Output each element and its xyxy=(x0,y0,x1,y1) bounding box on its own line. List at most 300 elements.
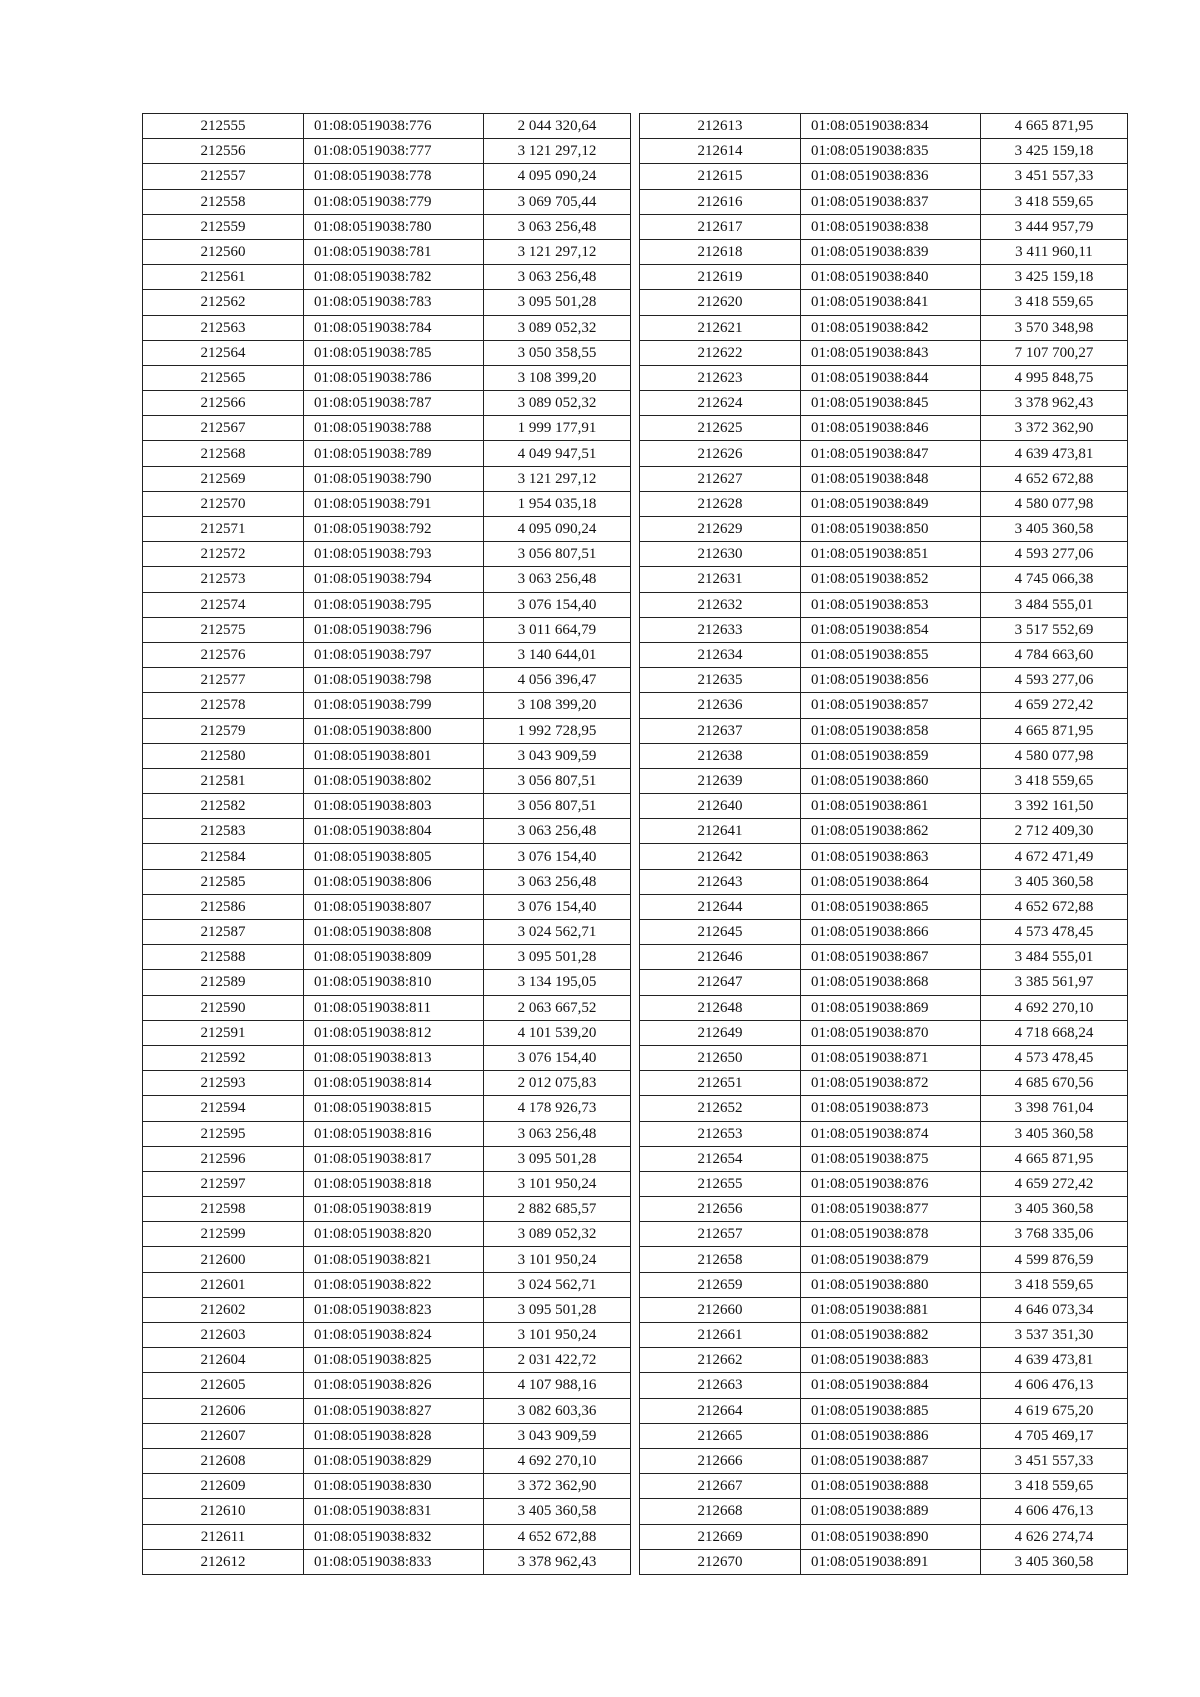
record-id-cell: 212645 xyxy=(640,920,801,945)
record-id-cell: 212620 xyxy=(640,290,801,315)
cadastral-value-cell: 3 418 559,65 xyxy=(981,189,1128,214)
record-id-cell: 212658 xyxy=(640,1247,801,1272)
table-row xyxy=(640,1348,1128,1373)
cadastral-value-cell: 4 652 672,88 xyxy=(484,1524,631,1549)
cadastral-number-cell: 01:08:0519038:796 xyxy=(304,617,484,642)
cadastral-number-cell: 01:08:0519038:795 xyxy=(304,592,484,617)
cadastral-value-cell: 3 405 360,58 xyxy=(981,1549,1128,1574)
cadastral-number-cell: 01:08:0519038:781 xyxy=(304,239,484,264)
cadastral-number-cell: 01:08:0519038:798 xyxy=(304,668,484,693)
cadastral-number-cell: 01:08:0519038:844 xyxy=(801,365,981,390)
cadastral-number-cell: 01:08:0519038:827 xyxy=(304,1398,484,1423)
table-row xyxy=(143,1499,631,1524)
cadastral-number-cell: 01:08:0519038:842 xyxy=(801,315,981,340)
cadastral-number-cell: 01:08:0519038:786 xyxy=(304,365,484,390)
cadastral-value-cell: 3 405 360,58 xyxy=(981,1197,1128,1222)
table-row xyxy=(640,668,1128,693)
record-id-cell: 212633 xyxy=(640,617,801,642)
cadastral-number-cell: 01:08:0519038:778 xyxy=(304,164,484,189)
cadastral-number-cell: 01:08:0519038:829 xyxy=(304,1448,484,1473)
table-row xyxy=(640,189,1128,214)
cadastral-value-cell: 3 108 399,20 xyxy=(484,365,631,390)
cadastral-number-cell: 01:08:0519038:878 xyxy=(801,1222,981,1247)
record-id-cell: 212612 xyxy=(143,1549,304,1574)
cadastral-number-cell: 01:08:0519038:849 xyxy=(801,491,981,516)
cadastral-number-cell: 01:08:0519038:812 xyxy=(304,1020,484,1045)
cadastral-number-cell: 01:08:0519038:843 xyxy=(801,340,981,365)
cadastral-number-cell: 01:08:0519038:800 xyxy=(304,718,484,743)
cadastral-number-cell: 01:08:0519038:861 xyxy=(801,794,981,819)
record-id-cell: 212579 xyxy=(143,718,304,743)
cadastral-value-cell: 4 056 396,47 xyxy=(484,668,631,693)
record-id-cell: 212662 xyxy=(640,1348,801,1373)
cadastral-value-cell: 3 095 501,28 xyxy=(484,290,631,315)
table-row xyxy=(143,340,631,365)
cadastral-number-cell: 01:08:0519038:871 xyxy=(801,1045,981,1070)
record-id-cell: 212657 xyxy=(640,1222,801,1247)
table-row xyxy=(143,718,631,743)
record-id-cell: 212650 xyxy=(640,1045,801,1070)
record-id-cell: 212597 xyxy=(143,1171,304,1196)
record-id-cell: 212618 xyxy=(640,239,801,264)
table-row xyxy=(640,265,1128,290)
table-row xyxy=(640,970,1128,995)
record-id-cell: 212647 xyxy=(640,970,801,995)
cadastral-number-cell: 01:08:0519038:854 xyxy=(801,617,981,642)
table-row xyxy=(640,894,1128,919)
cadastral-number-cell: 01:08:0519038:885 xyxy=(801,1398,981,1423)
cadastral-value-cell: 3 076 154,40 xyxy=(484,894,631,919)
table-row xyxy=(143,214,631,239)
cadastral-value-cell: 4 573 478,45 xyxy=(981,1045,1128,1070)
cadastral-number-cell: 01:08:0519038:855 xyxy=(801,642,981,667)
cadastral-number-cell: 01:08:0519038:792 xyxy=(304,517,484,542)
table-row xyxy=(143,1448,631,1473)
cadastral-number-cell: 01:08:0519038:779 xyxy=(304,189,484,214)
cadastral-value-cell: 3 411 960,11 xyxy=(981,239,1128,264)
cadastral-number-cell: 01:08:0519038:865 xyxy=(801,894,981,919)
cadastral-number-cell: 01:08:0519038:784 xyxy=(304,315,484,340)
cadastral-number-cell: 01:08:0519038:788 xyxy=(304,416,484,441)
cadastral-value-cell: 3 385 561,97 xyxy=(981,970,1128,995)
cadastral-value-cell: 3 076 154,40 xyxy=(484,1045,631,1070)
cadastral-number-cell: 01:08:0519038:821 xyxy=(304,1247,484,1272)
cadastral-number-cell: 01:08:0519038:867 xyxy=(801,945,981,970)
table-row xyxy=(143,1096,631,1121)
table-row xyxy=(640,567,1128,592)
cadastral-number-cell: 01:08:0519038:848 xyxy=(801,466,981,491)
cadastral-value-cell: 4 593 277,06 xyxy=(981,542,1128,567)
cadastral-number-cell: 01:08:0519038:780 xyxy=(304,214,484,239)
cadastral-value-cell: 4 659 272,42 xyxy=(981,693,1128,718)
table-row xyxy=(640,1045,1128,1070)
table-row xyxy=(640,995,1128,1020)
record-id-cell: 212598 xyxy=(143,1197,304,1222)
cadastral-value-cell: 4 659 272,42 xyxy=(981,1171,1128,1196)
table-row xyxy=(640,466,1128,491)
cadastral-value-cell: 3 484 555,01 xyxy=(981,945,1128,970)
right-table-body xyxy=(640,114,1128,1575)
table-row xyxy=(640,214,1128,239)
record-id-cell: 212605 xyxy=(143,1373,304,1398)
table-row xyxy=(143,164,631,189)
cadastral-value-cell: 3 378 962,43 xyxy=(981,391,1128,416)
record-id-cell: 212624 xyxy=(640,391,801,416)
record-id-cell: 212621 xyxy=(640,315,801,340)
cadastral-value-cell: 3 089 052,32 xyxy=(484,315,631,340)
table-row xyxy=(143,1146,631,1171)
cadastral-value-cell: 2 012 075,83 xyxy=(484,1071,631,1096)
cadastral-number-cell: 01:08:0519038:804 xyxy=(304,819,484,844)
cadastral-number-cell: 01:08:0519038:817 xyxy=(304,1146,484,1171)
table-row xyxy=(640,592,1128,617)
right-data-table xyxy=(639,113,1128,1575)
record-id-cell: 212638 xyxy=(640,743,801,768)
table-row xyxy=(640,693,1128,718)
record-id-cell: 212653 xyxy=(640,1121,801,1146)
record-id-cell: 212565 xyxy=(143,365,304,390)
record-id-cell: 212640 xyxy=(640,794,801,819)
record-id-cell: 212590 xyxy=(143,995,304,1020)
cadastral-value-cell: 4 573 478,45 xyxy=(981,920,1128,945)
record-id-cell: 212641 xyxy=(640,819,801,844)
record-id-cell: 212670 xyxy=(640,1549,801,1574)
record-id-cell: 212628 xyxy=(640,491,801,516)
cadastral-value-cell: 3 024 562,71 xyxy=(484,920,631,945)
record-id-cell: 212587 xyxy=(143,920,304,945)
cadastral-value-cell: 4 178 926,73 xyxy=(484,1096,631,1121)
table-row xyxy=(143,1071,631,1096)
cadastral-value-cell: 1 954 035,18 xyxy=(484,491,631,516)
cadastral-number-cell: 01:08:0519038:789 xyxy=(304,441,484,466)
cadastral-number-cell: 01:08:0519038:887 xyxy=(801,1448,981,1473)
table-row xyxy=(640,642,1128,667)
cadastral-value-cell: 4 665 871,95 xyxy=(981,114,1128,139)
cadastral-value-cell: 4 672 471,49 xyxy=(981,844,1128,869)
table-row xyxy=(143,920,631,945)
table-row xyxy=(143,1171,631,1196)
cadastral-value-cell: 3 444 957,79 xyxy=(981,214,1128,239)
cadastral-value-cell: 4 606 476,13 xyxy=(981,1499,1128,1524)
cadastral-number-cell: 01:08:0519038:832 xyxy=(304,1524,484,1549)
cadastral-value-cell: 3 425 159,18 xyxy=(981,265,1128,290)
cadastral-value-cell: 3 378 962,43 xyxy=(484,1549,631,1574)
cadastral-number-cell: 01:08:0519038:791 xyxy=(304,491,484,516)
table-row xyxy=(143,819,631,844)
table-row xyxy=(143,1423,631,1448)
record-id-cell: 212586 xyxy=(143,894,304,919)
cadastral-value-cell: 3 140 644,01 xyxy=(484,642,631,667)
record-id-cell: 212589 xyxy=(143,970,304,995)
cadastral-value-cell: 3 121 297,12 xyxy=(484,466,631,491)
table-row xyxy=(640,1222,1128,1247)
cadastral-value-cell: 4 049 947,51 xyxy=(484,441,631,466)
cadastral-number-cell: 01:08:0519038:864 xyxy=(801,869,981,894)
record-id-cell: 212582 xyxy=(143,794,304,819)
record-id-cell: 212656 xyxy=(640,1197,801,1222)
cadastral-number-cell: 01:08:0519038:881 xyxy=(801,1297,981,1322)
cadastral-number-cell: 01:08:0519038:835 xyxy=(801,139,981,164)
table-row xyxy=(640,819,1128,844)
cadastral-number-cell: 01:08:0519038:824 xyxy=(304,1323,484,1348)
cadastral-value-cell: 3 069 705,44 xyxy=(484,189,631,214)
table-row xyxy=(640,542,1128,567)
record-id-cell: 212562 xyxy=(143,290,304,315)
table-row xyxy=(143,894,631,919)
cadastral-number-cell: 01:08:0519038:805 xyxy=(304,844,484,869)
table-row xyxy=(143,1549,631,1574)
cadastral-number-cell: 01:08:0519038:790 xyxy=(304,466,484,491)
record-id-cell: 212661 xyxy=(640,1323,801,1348)
cadastral-number-cell: 01:08:0519038:850 xyxy=(801,517,981,542)
cadastral-number-cell: 01:08:0519038:836 xyxy=(801,164,981,189)
cadastral-value-cell: 4 784 663,60 xyxy=(981,642,1128,667)
record-id-cell: 212602 xyxy=(143,1297,304,1322)
cadastral-number-cell: 01:08:0519038:803 xyxy=(304,794,484,819)
table-row xyxy=(143,1247,631,1272)
record-id-cell: 212588 xyxy=(143,945,304,970)
left-data-table xyxy=(142,113,631,1575)
cadastral-value-cell: 4 665 871,95 xyxy=(981,1146,1128,1171)
cadastral-number-cell: 01:08:0519038:799 xyxy=(304,693,484,718)
cadastral-number-cell: 01:08:0519038:888 xyxy=(801,1474,981,1499)
cadastral-value-cell: 3 418 559,65 xyxy=(981,768,1128,793)
cadastral-number-cell: 01:08:0519038:839 xyxy=(801,239,981,264)
cadastral-value-cell: 3 056 807,51 xyxy=(484,768,631,793)
record-id-cell: 212655 xyxy=(640,1171,801,1196)
record-id-cell: 212599 xyxy=(143,1222,304,1247)
cadastral-number-cell: 01:08:0519038:856 xyxy=(801,668,981,693)
cadastral-value-cell: 3 372 362,90 xyxy=(484,1474,631,1499)
cadastral-number-cell: 01:08:0519038:801 xyxy=(304,743,484,768)
record-id-cell: 212659 xyxy=(640,1272,801,1297)
table-row xyxy=(640,1448,1128,1473)
cadastral-number-cell: 01:08:0519038:846 xyxy=(801,416,981,441)
table-row xyxy=(640,1474,1128,1499)
cadastral-number-cell: 01:08:0519038:858 xyxy=(801,718,981,743)
table-row xyxy=(143,642,631,667)
record-id-cell: 212630 xyxy=(640,542,801,567)
cadastral-number-cell: 01:08:0519038:862 xyxy=(801,819,981,844)
record-id-cell: 212607 xyxy=(143,1423,304,1448)
cadastral-value-cell: 3 076 154,40 xyxy=(484,592,631,617)
cadastral-value-cell: 3 108 399,20 xyxy=(484,693,631,718)
record-id-cell: 212669 xyxy=(640,1524,801,1549)
record-id-cell: 212581 xyxy=(143,768,304,793)
table-row xyxy=(640,315,1128,340)
record-id-cell: 212663 xyxy=(640,1373,801,1398)
record-id-cell: 212578 xyxy=(143,693,304,718)
cadastral-value-cell: 4 580 077,98 xyxy=(981,743,1128,768)
table-row xyxy=(640,1499,1128,1524)
cadastral-value-cell: 3 095 501,28 xyxy=(484,1297,631,1322)
cadastral-number-cell: 01:08:0519038:876 xyxy=(801,1171,981,1196)
table-row xyxy=(143,617,631,642)
cadastral-value-cell: 3 768 335,06 xyxy=(981,1222,1128,1247)
record-id-cell: 212622 xyxy=(640,340,801,365)
cadastral-value-cell: 4 606 476,13 xyxy=(981,1373,1128,1398)
record-id-cell: 212577 xyxy=(143,668,304,693)
record-id-cell: 212623 xyxy=(640,365,801,390)
cadastral-number-cell: 01:08:0519038:806 xyxy=(304,869,484,894)
left-table-body xyxy=(143,114,631,1575)
table-row xyxy=(143,466,631,491)
record-id-cell: 212558 xyxy=(143,189,304,214)
cadastral-value-cell: 3 425 159,18 xyxy=(981,139,1128,164)
cadastral-value-cell: 3 101 950,24 xyxy=(484,1247,631,1272)
cadastral-number-cell: 01:08:0519038:859 xyxy=(801,743,981,768)
cadastral-number-cell: 01:08:0519038:814 xyxy=(304,1071,484,1096)
cadastral-value-cell: 3 405 360,58 xyxy=(981,517,1128,542)
record-id-cell: 212615 xyxy=(640,164,801,189)
cadastral-value-cell: 4 665 871,95 xyxy=(981,718,1128,743)
cadastral-value-cell: 4 692 270,10 xyxy=(981,995,1128,1020)
table-row xyxy=(143,1474,631,1499)
record-id-cell: 212613 xyxy=(640,114,801,139)
record-id-cell: 212625 xyxy=(640,416,801,441)
record-id-cell: 212604 xyxy=(143,1348,304,1373)
table-row xyxy=(143,189,631,214)
cadastral-value-cell: 3 570 348,98 xyxy=(981,315,1128,340)
table-row xyxy=(143,1323,631,1348)
cadastral-number-cell: 01:08:0519038:831 xyxy=(304,1499,484,1524)
cadastral-number-cell: 01:08:0519038:820 xyxy=(304,1222,484,1247)
record-id-cell: 212580 xyxy=(143,743,304,768)
cadastral-value-cell: 4 705 469,17 xyxy=(981,1423,1128,1448)
cadastral-number-cell: 01:08:0519038:886 xyxy=(801,1423,981,1448)
table-row xyxy=(640,441,1128,466)
cadastral-number-cell: 01:08:0519038:834 xyxy=(801,114,981,139)
cadastral-value-cell: 7 107 700,27 xyxy=(981,340,1128,365)
cadastral-value-cell: 3 451 557,33 xyxy=(981,1448,1128,1473)
record-id-cell: 212632 xyxy=(640,592,801,617)
record-id-cell: 212559 xyxy=(143,214,304,239)
cadastral-number-cell: 01:08:0519038:857 xyxy=(801,693,981,718)
record-id-cell: 212649 xyxy=(640,1020,801,1045)
record-id-cell: 212660 xyxy=(640,1297,801,1322)
record-id-cell: 212634 xyxy=(640,642,801,667)
cadastral-value-cell: 4 639 473,81 xyxy=(981,1348,1128,1373)
cadastral-number-cell: 01:08:0519038:852 xyxy=(801,567,981,592)
record-id-cell: 212567 xyxy=(143,416,304,441)
cadastral-number-cell: 01:08:0519038:823 xyxy=(304,1297,484,1322)
table-row xyxy=(143,1348,631,1373)
record-id-cell: 212591 xyxy=(143,1020,304,1045)
record-id-cell: 212583 xyxy=(143,819,304,844)
record-id-cell: 212574 xyxy=(143,592,304,617)
record-id-cell: 212575 xyxy=(143,617,304,642)
cadastral-value-cell: 2 063 667,52 xyxy=(484,995,631,1020)
table-row xyxy=(143,869,631,894)
cadastral-value-cell: 3 089 052,32 xyxy=(484,1222,631,1247)
cadastral-value-cell: 4 619 675,20 xyxy=(981,1398,1128,1423)
table-row xyxy=(143,1121,631,1146)
record-id-cell: 212585 xyxy=(143,869,304,894)
cadastral-number-cell: 01:08:0519038:838 xyxy=(801,214,981,239)
cadastral-value-cell: 3 043 909,59 xyxy=(484,1423,631,1448)
cadastral-value-cell: 3 134 195,05 xyxy=(484,970,631,995)
cadastral-number-cell: 01:08:0519038:879 xyxy=(801,1247,981,1272)
cadastral-value-cell: 3 063 256,48 xyxy=(484,1121,631,1146)
record-id-cell: 212572 xyxy=(143,542,304,567)
cadastral-number-cell: 01:08:0519038:860 xyxy=(801,768,981,793)
cadastral-value-cell: 4 995 848,75 xyxy=(981,365,1128,390)
table-row xyxy=(143,1373,631,1398)
cadastral-number-cell: 01:08:0519038:797 xyxy=(304,642,484,667)
table-row xyxy=(640,617,1128,642)
table-row xyxy=(143,1524,631,1549)
cadastral-value-cell: 3 517 552,69 xyxy=(981,617,1128,642)
record-id-cell: 212557 xyxy=(143,164,304,189)
cadastral-value-cell: 3 076 154,40 xyxy=(484,844,631,869)
table-row xyxy=(143,1297,631,1322)
table-row xyxy=(143,567,631,592)
cadastral-number-cell: 01:08:0519038:783 xyxy=(304,290,484,315)
cadastral-number-cell: 01:08:0519038:830 xyxy=(304,1474,484,1499)
record-id-cell: 212563 xyxy=(143,315,304,340)
cadastral-number-cell: 01:08:0519038:851 xyxy=(801,542,981,567)
cadastral-number-cell: 01:08:0519038:828 xyxy=(304,1423,484,1448)
table-row xyxy=(143,491,631,516)
table-row xyxy=(143,365,631,390)
cadastral-value-cell: 3 089 052,32 xyxy=(484,391,631,416)
cadastral-value-cell: 3 063 256,48 xyxy=(484,265,631,290)
table-row xyxy=(143,114,631,139)
table-row xyxy=(640,164,1128,189)
table-row xyxy=(640,1146,1128,1171)
table-row xyxy=(640,1197,1128,1222)
table-row xyxy=(143,416,631,441)
cadastral-value-cell: 2 712 409,30 xyxy=(981,819,1128,844)
cadastral-number-cell: 01:08:0519038:815 xyxy=(304,1096,484,1121)
record-id-cell: 212603 xyxy=(143,1323,304,1348)
cadastral-number-cell: 01:08:0519038:877 xyxy=(801,1197,981,1222)
cadastral-number-cell: 01:08:0519038:794 xyxy=(304,567,484,592)
table-row xyxy=(143,139,631,164)
record-id-cell: 212595 xyxy=(143,1121,304,1146)
record-id-cell: 212636 xyxy=(640,693,801,718)
record-id-cell: 212626 xyxy=(640,441,801,466)
cadastral-value-cell: 4 580 077,98 xyxy=(981,491,1128,516)
record-id-cell: 212651 xyxy=(640,1071,801,1096)
cadastral-value-cell: 1 992 728,95 xyxy=(484,718,631,743)
record-id-cell: 212568 xyxy=(143,441,304,466)
cadastral-number-cell: 01:08:0519038:837 xyxy=(801,189,981,214)
record-id-cell: 212594 xyxy=(143,1096,304,1121)
cadastral-number-cell: 01:08:0519038:875 xyxy=(801,1146,981,1171)
record-id-cell: 212560 xyxy=(143,239,304,264)
record-id-cell: 212648 xyxy=(640,995,801,1020)
table-row xyxy=(143,441,631,466)
cadastral-value-cell: 3 121 297,12 xyxy=(484,139,631,164)
cadastral-number-cell: 01:08:0519038:807 xyxy=(304,894,484,919)
table-row xyxy=(640,1020,1128,1045)
cadastral-value-cell: 4 745 066,38 xyxy=(981,567,1128,592)
cadastral-number-cell: 01:08:0519038:813 xyxy=(304,1045,484,1070)
record-id-cell: 212608 xyxy=(143,1448,304,1473)
cadastral-number-cell: 01:08:0519038:785 xyxy=(304,340,484,365)
cadastral-number-cell: 01:08:0519038:818 xyxy=(304,1171,484,1196)
record-id-cell: 212654 xyxy=(640,1146,801,1171)
table-row xyxy=(640,340,1128,365)
record-id-cell: 212592 xyxy=(143,1045,304,1070)
record-id-cell: 212667 xyxy=(640,1474,801,1499)
record-id-cell: 212666 xyxy=(640,1448,801,1473)
table-row xyxy=(640,1247,1128,1272)
record-id-cell: 212639 xyxy=(640,768,801,793)
cadastral-number-cell: 01:08:0519038:869 xyxy=(801,995,981,1020)
cadastral-value-cell: 3 063 256,48 xyxy=(484,567,631,592)
